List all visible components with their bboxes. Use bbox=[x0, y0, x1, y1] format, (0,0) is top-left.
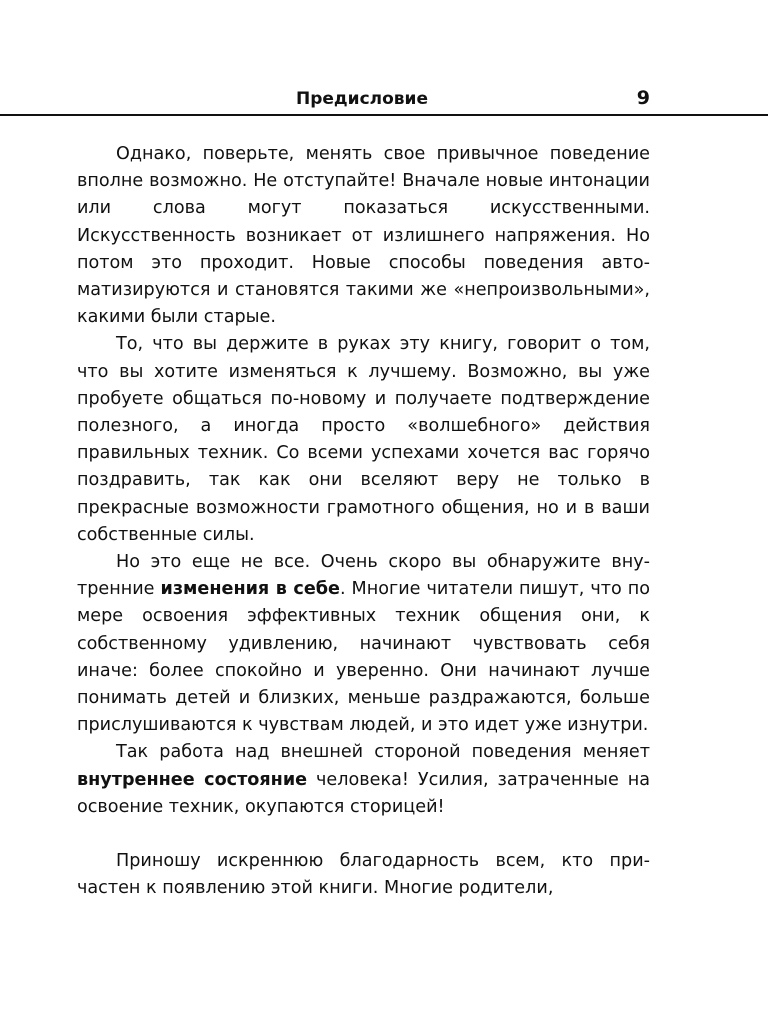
chapter-title: Предисловие bbox=[296, 89, 428, 109]
paragraph-5 bbox=[77, 848, 650, 902]
paragraph-text: То, что вы держите в руках эту книгу, говорит о том, что вы хотите изменяться к лучшему. Возможно, вы уже пробуете общаться по-новому и получаете подтверждение полезного, а иногда просто «волшебного» действия правильных техник. Со всеми успехами хочется вас горячо поздравить, так как они вселяют веру не только в прекрасные возможности грамотного общения, но и в ваши собственные силы. bbox=[77, 334, 650, 545]
paragraph-4 bbox=[77, 739, 650, 821]
paragraph-1 bbox=[77, 141, 650, 331]
header-rule bbox=[0, 114, 768, 116]
paragraph-text: Но это еще не все. Очень скоро вы обнаружите внутренние bbox=[77, 552, 650, 600]
paragraph-text: человека! Усилия, затраченные на освоение техник, окупаются сторицей! bbox=[77, 769, 651, 817]
paragraph-text: Так работа над внешней стороной поведения меняет bbox=[116, 742, 650, 763]
page-number: 9 bbox=[636, 87, 650, 109]
paragraph-3 bbox=[77, 549, 650, 739]
emphasis-inner-state: внутреннее состояние bbox=[77, 769, 308, 790]
paragraph-text: Однако, поверьте, менять свое привычное поведение вполне возможно. Не отступайте! Вначале новые интонации или слова могут показаться искусственными. Искусственность возникает от излишнего напряжения. Но потом это проходит. Новые способы поведения автоматизируются и становятся такими же «непроизвольными», какими были старые. bbox=[77, 144, 650, 328]
paragraph-text: Приношу искреннюю благодарность всем, кто причастен к появлению этой книги. Многие родители, bbox=[77, 851, 650, 899]
paragraph-2 bbox=[77, 331, 650, 549]
paragraph-text: . Многие читатели пишут, что по мере освоения эффективных техник общения они, к собственному удивлению, начинают чувствовать себя иначе: более спокойно и уверенно. Они начинают лучше понимать детей и близких, меньше раздражаются, больше прислушиваются к чувствам людей, и это идет уже изнутри. bbox=[77, 579, 650, 736]
running-header bbox=[0, 0, 768, 118]
emphasis-changes-in-self: изменения в себе bbox=[160, 579, 340, 600]
body-text bbox=[77, 141, 650, 902]
